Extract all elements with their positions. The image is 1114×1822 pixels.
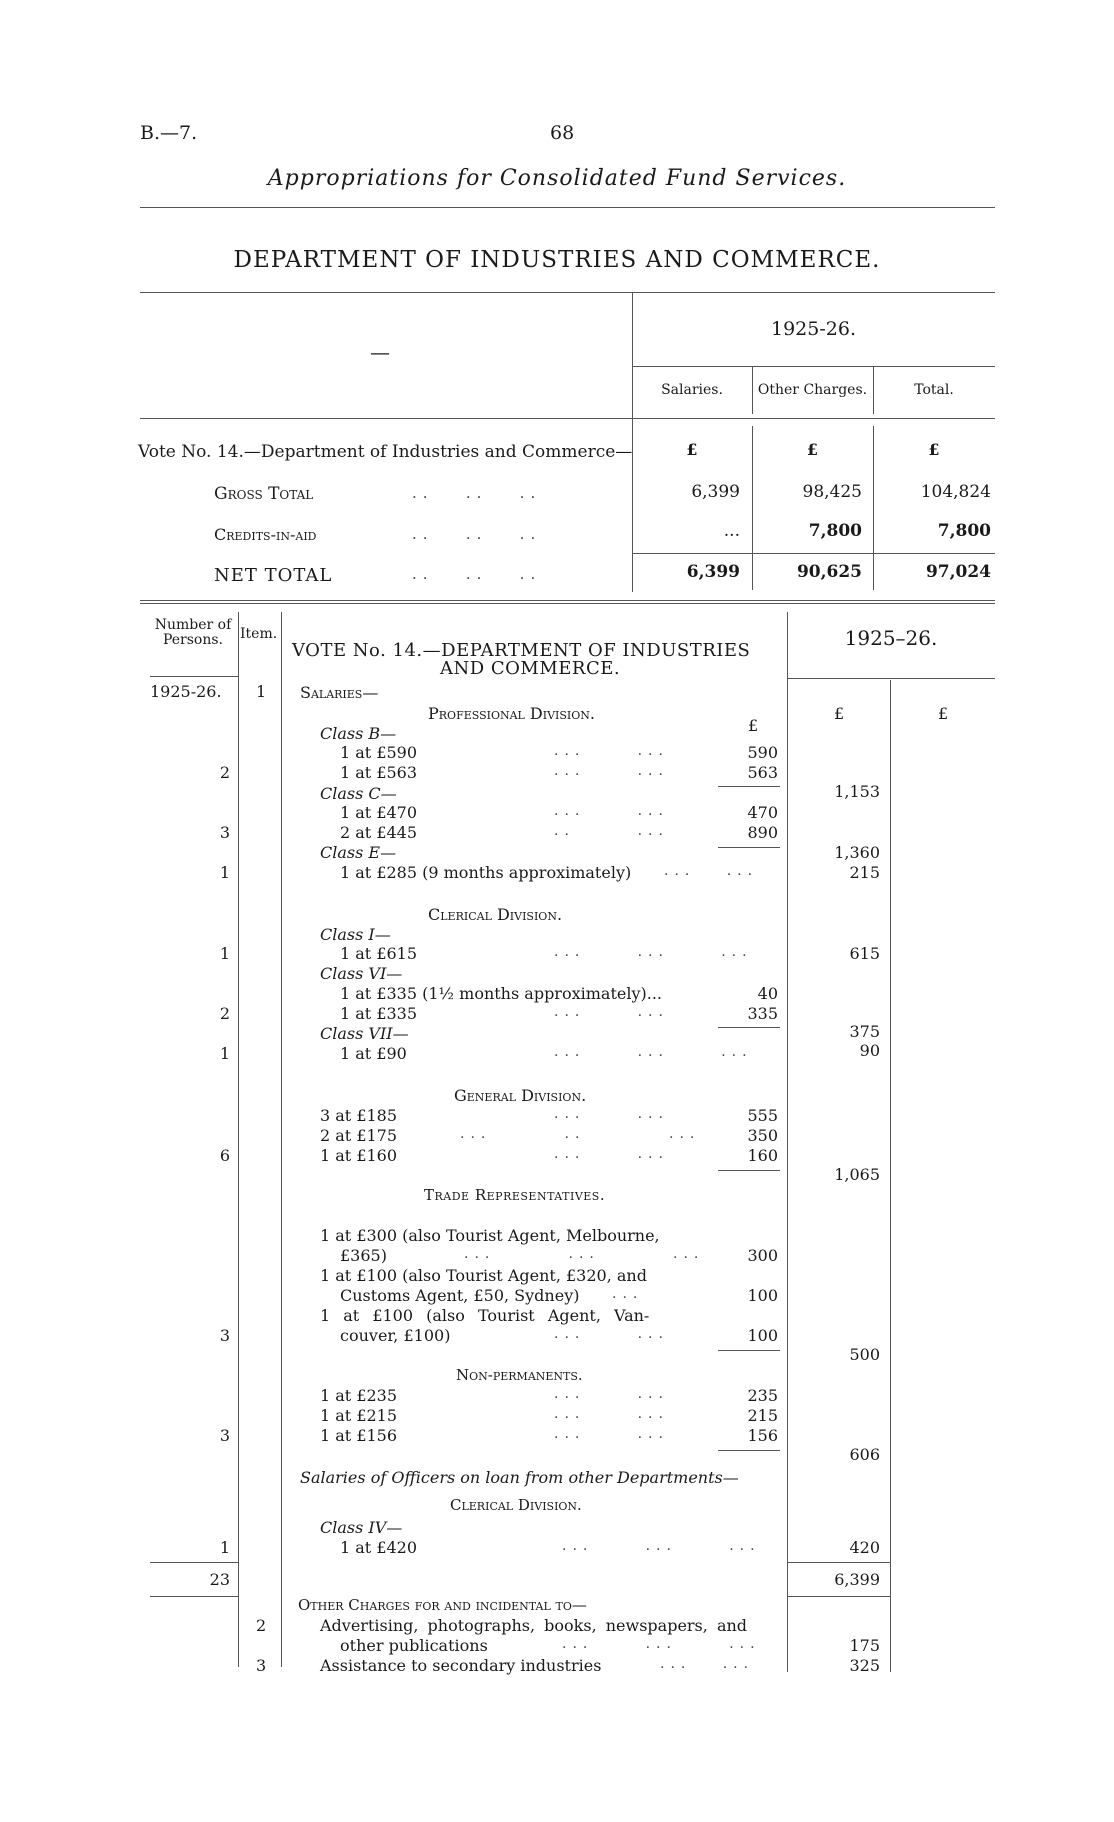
leader-dots: ... ... ... <box>562 1636 761 1652</box>
other-charges-heading: Other Charges for and incidental to— <box>298 1596 587 1614</box>
leader-dots: ... ... ... <box>554 944 753 960</box>
currency-other: £ <box>806 440 819 459</box>
summary-header-rule <box>140 418 995 419</box>
salary-line: 1 at £100 (also Tourist Agent, Van- <box>320 1306 650 1325</box>
class-total: 500 <box>849 1345 880 1364</box>
net-total-rule <box>632 553 995 554</box>
salary-line: 1 at £420 <box>340 1538 418 1557</box>
leader-dots: .. .. .. <box>412 565 542 583</box>
document-reference: B.—7. <box>140 122 198 144</box>
item-number: 3 <box>256 1656 267 1675</box>
salary-amount: 555 <box>747 1106 778 1125</box>
other-charge-amount: 175 <box>849 1636 880 1655</box>
salary-line: couver, £100) <box>340 1326 451 1345</box>
persons-count: 1 <box>219 1044 230 1063</box>
salary-amount: 160 <box>747 1146 778 1165</box>
page-number: 68 <box>550 122 575 144</box>
col-item: Item. <box>240 626 278 642</box>
leader-dots: ... ... <box>660 1656 755 1672</box>
net-total-label: NET TOTAL <box>214 565 333 586</box>
leader-dots: ... ... ... <box>464 1246 705 1262</box>
class-heading: Class B— <box>320 724 397 743</box>
net-total: 97,024 <box>925 562 991 582</box>
non-permanents-heading: Non-permanents. <box>456 1366 583 1384</box>
salary-line: Customs Agent, £50, Sydney) <box>340 1286 580 1305</box>
salary-line: 1 at £235 <box>320 1386 398 1405</box>
salary-line: 3 at £185 <box>320 1106 398 1125</box>
leader-dots: ... <box>612 1286 644 1302</box>
detail-year-header: 1925–26. <box>844 626 938 650</box>
other-charge-amount: 325 <box>849 1656 880 1675</box>
page-subtitle: Appropriations for Consolidated Fund Services. <box>267 166 847 191</box>
trade-representatives-heading: Trade Representatives. <box>424 1186 606 1204</box>
salary-amount: 335 <box>747 1004 778 1023</box>
salary-amount: 563 <box>747 763 778 782</box>
leader-dots: ... ... <box>554 1406 669 1422</box>
pound-sign: £ <box>748 716 759 735</box>
persons-count: 1 <box>219 863 230 882</box>
subtotal-rule <box>718 1170 780 1171</box>
net-salaries: 6,399 <box>686 562 740 582</box>
col-total: Total. <box>914 382 954 398</box>
clerical-division-heading: Clerical Division. <box>450 1496 582 1514</box>
total-persons: 23 <box>209 1570 230 1589</box>
leader-dots: .. .. .. <box>412 484 542 502</box>
persons-count: 3 <box>219 823 230 842</box>
item-number: 1 <box>256 682 267 701</box>
class-total: 420 <box>849 1538 880 1557</box>
salary-line: 1 at £470 <box>340 803 418 822</box>
persons-count: 2 <box>219 763 230 782</box>
leader-dots: ... ... <box>554 1386 669 1402</box>
clerical-division-heading: Clerical Division. <box>428 905 563 924</box>
leader-dots: ... ... <box>554 1426 669 1442</box>
header-divider <box>140 207 995 208</box>
vote-title-line-1: VOTE No. 14.—DEPARTMENT OF INDUSTRIES <box>292 640 751 661</box>
class-heading: Class I— <box>320 925 391 944</box>
salary-amount: 300 <box>747 1246 778 1265</box>
salary-line: 1 at £160 <box>320 1146 398 1165</box>
salaries-total-rule-bottom <box>787 1596 890 1597</box>
salary-amount: 350 <box>747 1126 778 1145</box>
leader-dots: ... ... <box>554 1004 669 1020</box>
subtotal-rule <box>718 1450 780 1451</box>
class-total: 1,065 <box>834 1165 880 1184</box>
item-col-rule <box>281 612 282 1667</box>
gross-total: 104,824 <box>920 482 991 502</box>
subtotal-rule <box>718 847 780 848</box>
persons-count: 6 <box>219 1146 230 1165</box>
subtotal-rule <box>718 1027 780 1028</box>
leader-dots: ... ... <box>554 1106 669 1122</box>
col-salaries: Salaries. <box>661 382 723 398</box>
pound-sign: £ <box>834 704 845 723</box>
subtotal-rule <box>718 786 780 787</box>
salary-amount: 215 <box>747 1406 778 1425</box>
currency-salaries: £ <box>686 440 698 459</box>
other-charge-line: Assistance to secondary industries <box>320 1656 602 1675</box>
leader-dots: ... ... <box>664 863 759 879</box>
leader-dots: .. ... <box>554 823 669 839</box>
detail-year-rule <box>787 678 995 679</box>
credits-other: 7,800 <box>808 521 862 541</box>
class-total: 1,360 <box>834 843 880 862</box>
leader-dots: .. .. .. <box>412 525 542 543</box>
class-heading: Class IV— <box>320 1518 403 1537</box>
salary-amount: 470 <box>747 803 778 822</box>
salary-line: 1 at £215 <box>320 1406 398 1425</box>
salary-line: 1 at £100 (also Tourist Agent, £320, and <box>320 1266 647 1285</box>
salaries-total: 6,399 <box>834 1570 880 1589</box>
credits-salaries: ... <box>723 521 740 541</box>
salaries-heading: Salaries— <box>300 683 379 702</box>
vote-title-line-2: AND COMMERCE. <box>440 658 621 679</box>
loan-heading: Salaries of Officers on loan from other Departments— <box>300 1468 739 1487</box>
leader-dots: ... ... <box>554 1326 669 1342</box>
salary-line: 1 at £300 (also Tourist Agent, Melbourne, <box>320 1226 660 1245</box>
persons-count: 3 <box>219 1426 230 1445</box>
salary-line: 1 at £615 <box>340 944 418 963</box>
persons-count: 2 <box>219 1004 230 1023</box>
salary-line: 1 at £335 (1½ months approximately)... <box>340 984 662 1003</box>
amount-col-rule-2 <box>890 680 891 1672</box>
persons-year: 1925-26. <box>150 682 222 701</box>
general-division-heading: General Division. <box>454 1086 587 1105</box>
class-heading: Class E— <box>320 843 397 862</box>
item-number: 2 <box>256 1616 267 1635</box>
col-other-charges: Other Charges. <box>757 382 868 398</box>
department-title: DEPARTMENT OF INDUSTRIES AND COMMERCE. <box>233 247 881 273</box>
leader-dots: ... ... <box>554 803 669 819</box>
net-other: 90,625 <box>796 562 862 582</box>
credits-in-aid-label: Credits-in-aid <box>214 525 317 544</box>
salary-amount: 156 <box>747 1426 778 1445</box>
gross-salaries: 6,399 <box>691 482 740 502</box>
salary-line: 1 at £590 <box>340 743 418 762</box>
summary-year-rule <box>632 366 995 367</box>
salary-amount: 890 <box>747 823 778 842</box>
persons-count: 1 <box>219 944 230 963</box>
salary-amount: 590 <box>747 743 778 762</box>
class-total: 90 <box>859 1041 880 1060</box>
col-number-of-persons: Number of Persons. <box>154 617 232 648</box>
salary-line: 2 at £175 <box>320 1126 398 1145</box>
professional-division-heading: Professional Division. <box>428 704 596 723</box>
gross-other: 98,425 <box>802 482 862 502</box>
section-divider-double <box>140 603 995 604</box>
other-charge-line: other publications <box>340 1636 488 1655</box>
persons-count: 3 <box>219 1326 230 1345</box>
salary-line: 1 at £335 <box>340 1004 418 1023</box>
leader-dots: ... ... ... <box>562 1538 761 1554</box>
class-total: 606 <box>849 1445 880 1464</box>
leader-dots: ... ... <box>554 743 669 759</box>
salary-amount: 235 <box>747 1386 778 1405</box>
salary-line: 1 at £285 (9 months approximately) <box>340 863 632 882</box>
salary-amount: 40 <box>757 984 778 1003</box>
persons-col-rule <box>238 612 239 1667</box>
class-total: 1,153 <box>834 782 880 801</box>
other-charge-line: Advertising, photographs, books, newspapers, and <box>320 1616 748 1635</box>
subtotal-rule <box>718 1350 780 1351</box>
class-total: 215 <box>849 863 880 882</box>
salary-amount: 100 <box>747 1286 778 1305</box>
salary-line: 1 at £563 <box>340 763 418 782</box>
leader-dots: ... ... <box>554 1146 669 1162</box>
class-heading: Class C— <box>320 784 397 803</box>
salary-line: £365) <box>340 1246 387 1265</box>
summary-top-rule <box>140 292 995 293</box>
persons-count: 1 <box>219 1538 230 1557</box>
salary-line: 1 at £90 <box>340 1044 407 1063</box>
pound-sign: £ <box>938 704 949 723</box>
summary-year: 1925-26. <box>771 318 856 340</box>
gross-total-label: Gross Total <box>214 484 314 504</box>
vote-label: Vote No. 14.—Department of Industries and Commerce— <box>138 442 633 462</box>
salary-line: 2 at £445 <box>340 823 418 842</box>
summary-dash: — <box>370 340 390 364</box>
leader-dots: ... ... <box>554 763 669 779</box>
salaries-total-rule <box>787 1562 890 1563</box>
persons-total-rule-bottom <box>150 1596 238 1597</box>
leader-dots: ... .. ... <box>460 1126 701 1142</box>
salary-amount: 100 <box>747 1326 778 1345</box>
salary-line: 1 at £156 <box>320 1426 398 1445</box>
credits-total: 7,800 <box>937 521 991 541</box>
currency-total: £ <box>928 440 940 459</box>
class-heading: Class VII— <box>320 1024 409 1043</box>
persons-header-rule <box>150 676 238 677</box>
class-total: 615 <box>849 944 880 963</box>
amount-col-rule <box>787 612 788 1672</box>
persons-total-rule <box>150 1562 238 1563</box>
leader-dots: ... ... ... <box>554 1044 753 1060</box>
class-total: 375 <box>849 1022 880 1041</box>
section-divider <box>140 600 995 601</box>
class-heading: Class VI— <box>320 964 403 983</box>
